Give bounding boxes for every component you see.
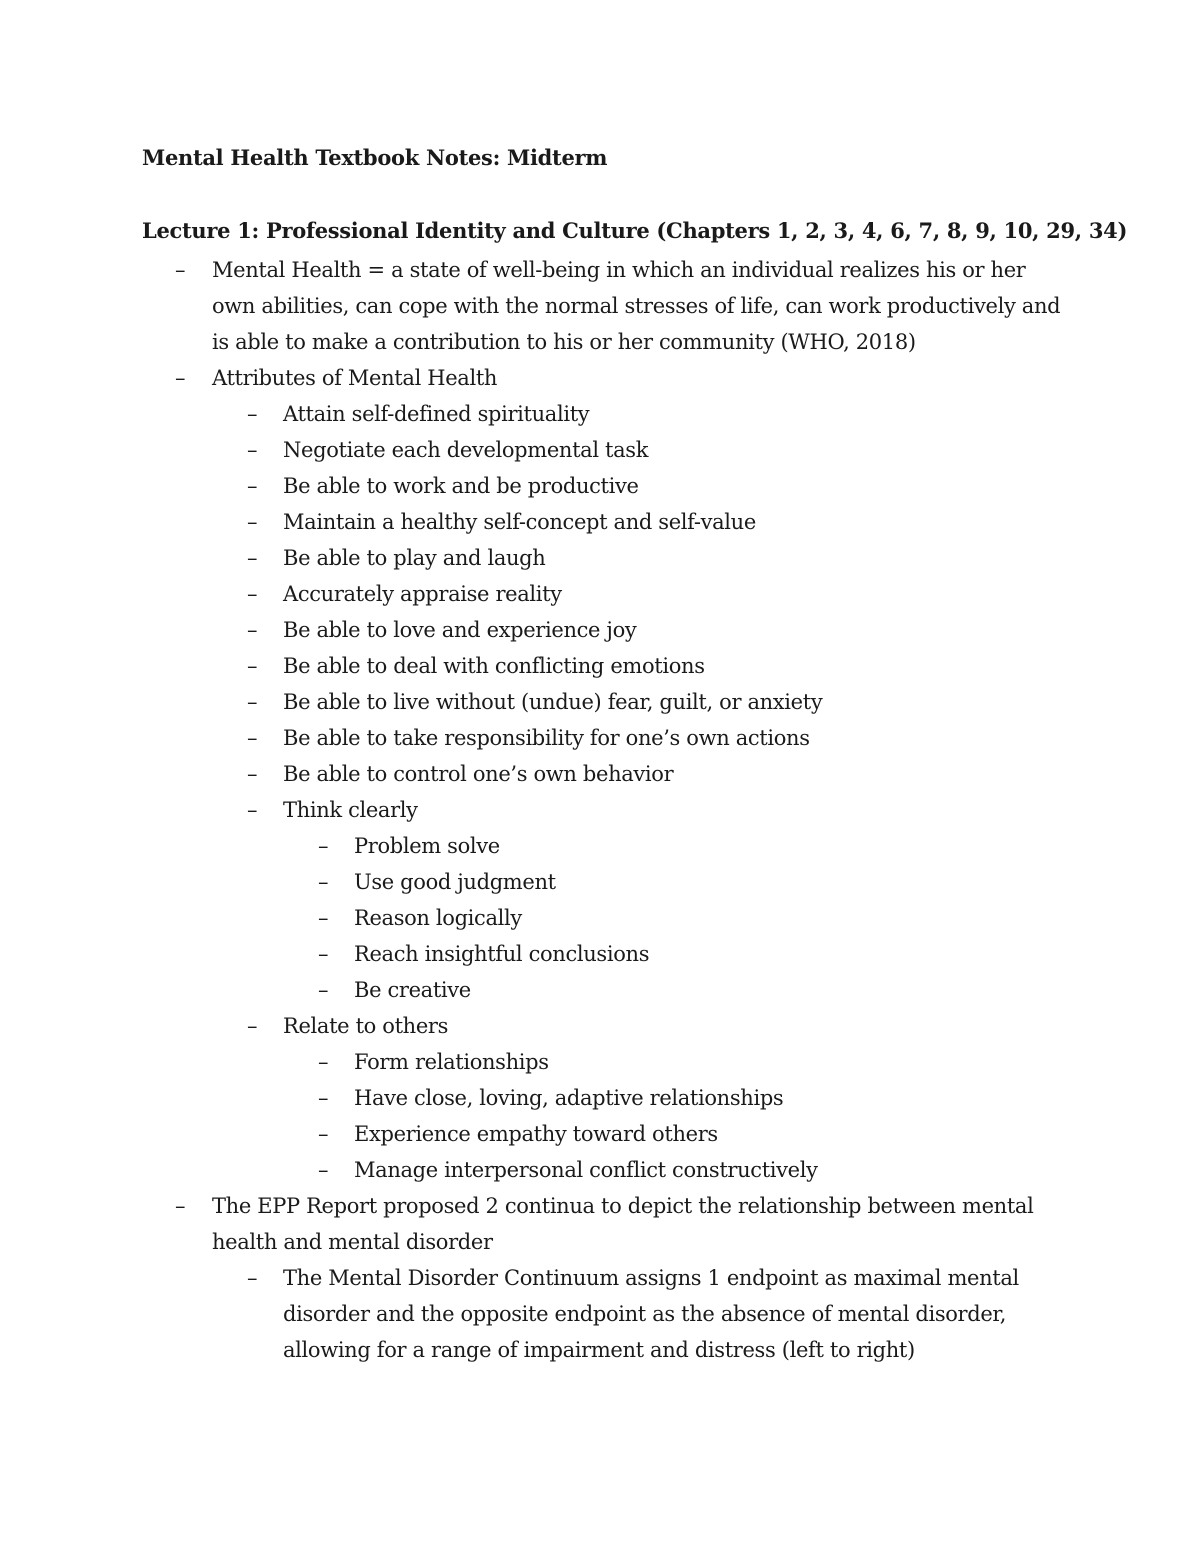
bullet-dash: – (247, 690, 258, 714)
outline-item-level-3 (0, 1116, 1200, 1152)
bullet-dash: – (318, 1050, 329, 1074)
outline-item-text: Accurately appraise reality (283, 582, 562, 606)
outline-item-text: Maintain a healthy self-concept and self-value (283, 510, 756, 534)
bullet-dash: – (247, 438, 258, 462)
bullet-dash: – (247, 762, 258, 786)
outline-item-text: Be able to live without (undue) fear, guilt, or anxiety (283, 690, 823, 714)
bullet-dash: – (247, 582, 258, 606)
outline-item-level-1 (0, 360, 1200, 396)
bullet-dash: – (247, 726, 258, 750)
outline-item-text: Be able to deal with conflicting emotions (283, 654, 705, 678)
outline-item-level-2 (0, 1008, 1200, 1044)
outline-item-text: Problem solve (354, 834, 500, 858)
outline-item-level-2 (0, 648, 1200, 684)
outline-item-text: The Mental Disorder Continuum assigns 1 endpoint as maximal mental disorder and the opposite endpoint as the absence of mental disorder, allowing for a range of impairment and distress (left to right) (283, 1266, 1019, 1362)
outline-item-level-2 (0, 612, 1200, 648)
outline-item-level-1 (0, 1188, 1200, 1260)
bullet-dash: – (318, 1122, 329, 1146)
outline-item-text: Be able to control one’s own behavior (283, 762, 674, 786)
outline-item-text: Experience empathy toward others (354, 1122, 718, 1146)
bullet-dash: – (318, 834, 329, 858)
outline-item-level-2 (0, 792, 1200, 828)
outline-item-level-2 (0, 432, 1200, 468)
outline-item-level-3 (0, 1152, 1200, 1188)
outline-item-text: Manage interpersonal conflict constructively (354, 1158, 818, 1182)
bullet-dash: – (247, 402, 258, 426)
outline-item-level-3 (0, 828, 1200, 864)
document-title: Mental Health Textbook Notes: Midterm (142, 145, 608, 170)
lecture-heading: Lecture 1: Professional Identity and Culture (Chapters 1, 2, 3, 4, 6, 7, 8, 9, 10, 29, 34) (142, 218, 1128, 243)
outline-item-text: Form relationships (354, 1050, 549, 1074)
bullet-dash: – (247, 1014, 258, 1038)
outline-item-text: Mental Health = a state of well-being in which an individual realizes his or her own abilities, can cope with the normal stresses of life, can work productively and is able to make a contribution to his or her community (WHO, 2018) (212, 258, 1061, 354)
outline-item-level-2 (0, 468, 1200, 504)
outline-item-level-1 (0, 252, 1200, 360)
outline-item-level-2 (0, 684, 1200, 720)
outline-item-text: The EPP Report proposed 2 continua to depict the relationship between mental health and mental disorder (212, 1194, 1034, 1254)
outline-item-text: Attain self-defined spirituality (283, 402, 590, 426)
outline-item-level-2 (0, 396, 1200, 432)
bullet-dash: – (318, 942, 329, 966)
outline-item-level-2 (0, 1260, 1200, 1368)
bullet-dash: – (175, 1194, 186, 1218)
outline-item-level-2 (0, 756, 1200, 792)
bullet-dash: – (318, 978, 329, 1002)
outline-item-text: Use good judgment (354, 870, 556, 894)
bullet-dash: – (318, 906, 329, 930)
bullet-dash: – (247, 618, 258, 642)
outline-item-level-2 (0, 720, 1200, 756)
bullet-dash: – (318, 1158, 329, 1182)
outline-item-text: Be creative (354, 978, 471, 1002)
outline-item-level-3 (0, 1044, 1200, 1080)
outline-item-level-2 (0, 540, 1200, 576)
bullet-dash: – (318, 1086, 329, 1110)
outline-item-text: Negotiate each developmental task (283, 438, 649, 462)
notes-list (0, 252, 1200, 1368)
bullet-dash: – (247, 474, 258, 498)
bullet-dash: – (247, 1266, 258, 1290)
outline-item-text: Think clearly (283, 798, 418, 822)
outline-item-level-3 (0, 900, 1200, 936)
outline-item-level-2 (0, 504, 1200, 540)
bullet-dash: – (247, 546, 258, 570)
outline-item-text: Be able to play and laugh (283, 546, 546, 570)
bullet-dash: – (247, 510, 258, 534)
bullet-dash: – (175, 366, 186, 390)
outline-item-level-3 (0, 864, 1200, 900)
outline-item-level-3 (0, 936, 1200, 972)
outline-item-text: Attributes of Mental Health (212, 366, 498, 390)
outline-item-text: Reach insightful conclusions (354, 942, 650, 966)
bullet-dash: – (175, 258, 186, 282)
outline-item-level-3 (0, 1080, 1200, 1116)
bullet-dash: – (318, 870, 329, 894)
outline-item-text: Relate to others (283, 1014, 449, 1038)
outline-item-level-2 (0, 576, 1200, 612)
bullet-dash: – (247, 798, 258, 822)
outline-item-text: Be able to take responsibility for one’s own actions (283, 726, 810, 750)
outline-item-text: Be able to love and experience joy (283, 618, 637, 642)
outline-item-level-3 (0, 972, 1200, 1008)
bullet-dash: – (247, 654, 258, 678)
outline-item-text: Have close, loving, adaptive relationships (354, 1086, 784, 1110)
outline-item-text: Be able to work and be productive (283, 474, 639, 498)
outline-item-text: Reason logically (354, 906, 522, 930)
